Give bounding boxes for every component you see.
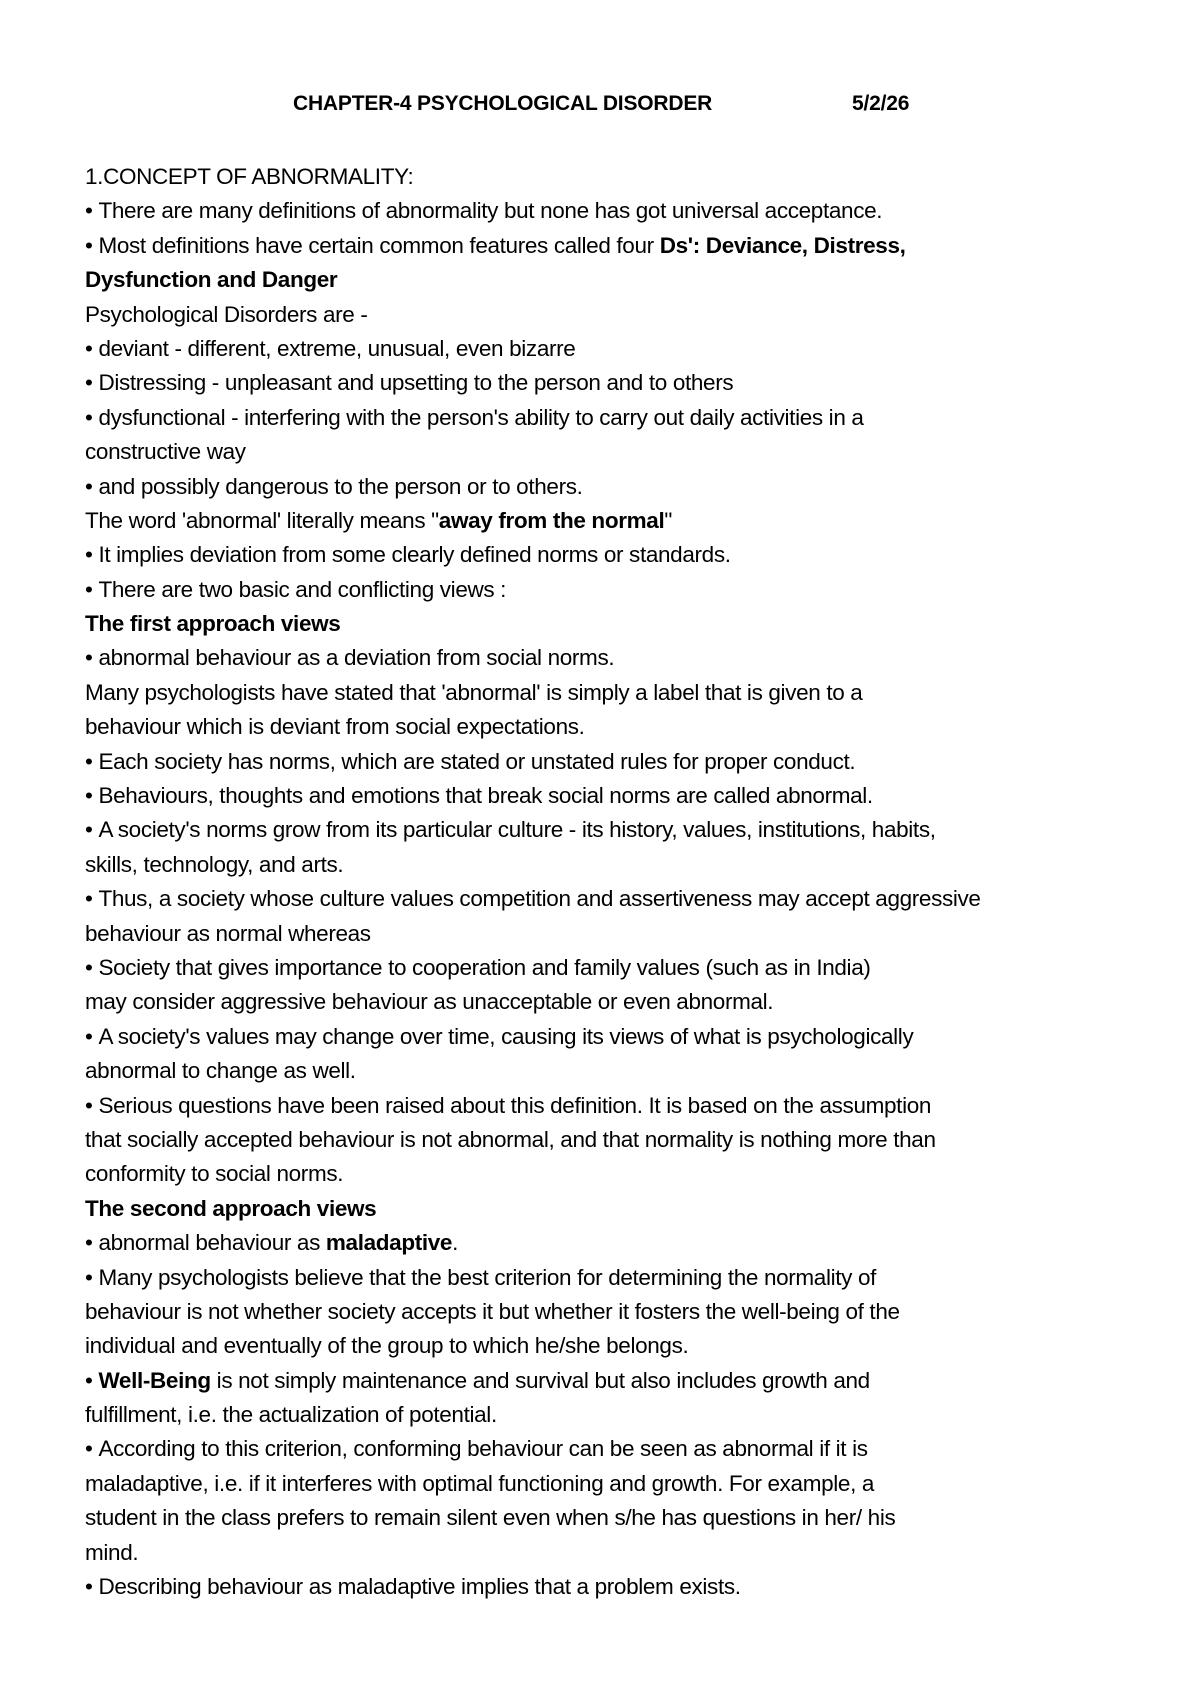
line-text: There are two basic and conflicting views : xyxy=(98,576,507,602)
text-line xyxy=(85,1123,1155,1157)
line-text: Many psychologists believe that the best criterion for determining the normality of xyxy=(98,1264,877,1290)
line-text: Many psychologists have stated that 'abnormal' is simply a label that is given to a xyxy=(85,679,863,705)
bullet-line xyxy=(85,1432,1155,1466)
line-text: behaviour is not whether society accepts it but whether it fosters the well-being of the xyxy=(85,1298,900,1324)
line-text: dysfunctional - interfering with the person's ability to carry out daily activities in a xyxy=(98,404,864,430)
text-line xyxy=(85,917,1155,951)
text-line xyxy=(85,1192,1155,1226)
line-text: Describing behaviour as maladaptive implies that a problem exists. xyxy=(98,1574,741,1600)
text-line xyxy=(85,848,1155,882)
bullet-line xyxy=(85,1226,1155,1260)
bold-text: away from the normal xyxy=(438,507,665,533)
bullet-line xyxy=(85,882,1155,916)
bullet-line xyxy=(85,1261,1155,1295)
line-text: A society's norms grow from its particular culture - its history, values, institutions, habits, xyxy=(98,817,936,843)
line-text: is not simply maintenance and survival but also includes growth and xyxy=(210,1367,870,1393)
line-text: Psychological Disorders are - xyxy=(85,301,368,327)
text-line xyxy=(85,1329,1155,1363)
line-text: It implies deviation from some clearly defined norms or standards. xyxy=(98,542,731,568)
bullet-line xyxy=(85,813,1155,847)
document-body xyxy=(85,160,1155,1604)
line-text: that socially accepted behaviour is not abnormal, and that normality is nothing more than xyxy=(85,1126,936,1152)
line-text: behaviour as normal whereas xyxy=(85,920,371,946)
text-line xyxy=(85,504,1155,538)
line-text: student in the class prefers to remain silent even when s/he has questions in her/ his xyxy=(85,1505,896,1531)
text-line xyxy=(85,1157,1155,1191)
line-text: constructive way xyxy=(85,439,246,465)
bullet-line xyxy=(85,401,1155,435)
line-text: deviant - different, extreme, unusual, even bizarre xyxy=(98,335,576,361)
bullet-line xyxy=(85,951,1155,985)
line-text: 1.CONCEPT OF ABNORMALITY: xyxy=(85,164,414,189)
line-text: A society's values may change over time, causing its views of what is psychologically xyxy=(98,1023,914,1049)
bold-text: Dysfunction and Danger xyxy=(85,267,338,293)
header-date: 5/2/26 xyxy=(852,92,910,115)
line-text: maladaptive, i.e. if it interferes with optimal functioning and growth. For example, a xyxy=(85,1470,875,1496)
line-text: Society that gives importance to cooperation and family values (such as in India) xyxy=(98,954,871,980)
text-line xyxy=(85,607,1155,641)
line-text: The word 'abnormal' literally means " xyxy=(85,507,439,533)
text-line xyxy=(85,985,1155,1019)
document-header xyxy=(0,92,1200,122)
line-text: According to this criterion, conforming behaviour can be seen as abnormal if it is xyxy=(98,1436,868,1462)
text-line xyxy=(85,435,1155,469)
text-line xyxy=(85,1501,1155,1535)
line-text: behaviour which is deviant from social expectations. xyxy=(85,714,585,740)
page-title: CHAPTER-4 PSYCHOLOGICAL DISORDER xyxy=(293,92,713,115)
line-text: abnormal to change as well. xyxy=(85,1058,356,1084)
bold-text: Well-Being xyxy=(98,1367,211,1393)
line-text: individual and eventually of the group to which he/she belongs. xyxy=(85,1333,689,1359)
text-line xyxy=(85,1536,1155,1570)
bullet-line xyxy=(85,1570,1155,1604)
bold-text: The second approach views xyxy=(85,1195,377,1221)
bullet-line xyxy=(85,366,1155,400)
line-text: abnormal behaviour as a deviation from social norms. xyxy=(98,645,615,671)
text-line xyxy=(85,298,1155,332)
bold-text: The first approach views xyxy=(85,611,341,637)
bullet-line xyxy=(85,1089,1155,1123)
bullet-line xyxy=(85,1364,1155,1398)
text-line xyxy=(85,1398,1155,1432)
bullet-line xyxy=(85,779,1155,813)
bullet-line xyxy=(85,538,1155,572)
text-line xyxy=(85,263,1155,297)
line-text: Serious questions have been raised about this definition. It is based on the assumption xyxy=(98,1092,932,1118)
line-text: abnormal behaviour as xyxy=(98,1230,326,1256)
line-text: Thus, a society whose culture values competition and assertiveness may accept aggressive xyxy=(98,886,981,912)
line-text: " xyxy=(664,507,672,533)
line-text: Distressing - unpleasant and upsetting to the person and to others xyxy=(98,370,734,396)
line-text: . xyxy=(452,1230,459,1256)
text-line xyxy=(85,1054,1155,1088)
bullet-line xyxy=(85,194,1155,228)
bullet-line xyxy=(85,641,1155,675)
line-text: There are many definitions of abnormality but none has got universal acceptance. xyxy=(98,198,883,224)
text-line xyxy=(85,710,1155,744)
bullet-line xyxy=(85,470,1155,504)
text-line xyxy=(85,1295,1155,1329)
text-line xyxy=(85,676,1155,710)
line-text: conformity to social norms. xyxy=(85,1161,344,1187)
bullet-line xyxy=(85,745,1155,779)
text-line xyxy=(85,160,1155,194)
line-text: may consider aggressive behaviour as unacceptable or even abnormal. xyxy=(85,989,774,1015)
bullet-line xyxy=(85,1020,1155,1054)
line-text: fulfillment, i.e. the actualization of potential. xyxy=(85,1402,497,1428)
bullet-line xyxy=(85,573,1155,607)
bullet-line xyxy=(85,229,1155,263)
line-text: and possibly dangerous to the person or to others. xyxy=(98,473,583,499)
line-text: Most definitions have certain common features called four xyxy=(98,232,660,258)
bullet-line xyxy=(85,332,1155,366)
line-text: skills, technology, and arts. xyxy=(85,851,344,877)
text-line xyxy=(85,1467,1155,1501)
line-text: mind. xyxy=(85,1539,139,1565)
line-text: Behaviours, thoughts and emotions that break social norms are called abnormal. xyxy=(98,783,873,809)
bold-text: Ds': Deviance, Distress, xyxy=(659,232,906,258)
line-text: Each society has norms, which are stated or unstated rules for proper conduct. xyxy=(98,748,856,774)
bold-text: maladaptive xyxy=(325,1230,453,1256)
